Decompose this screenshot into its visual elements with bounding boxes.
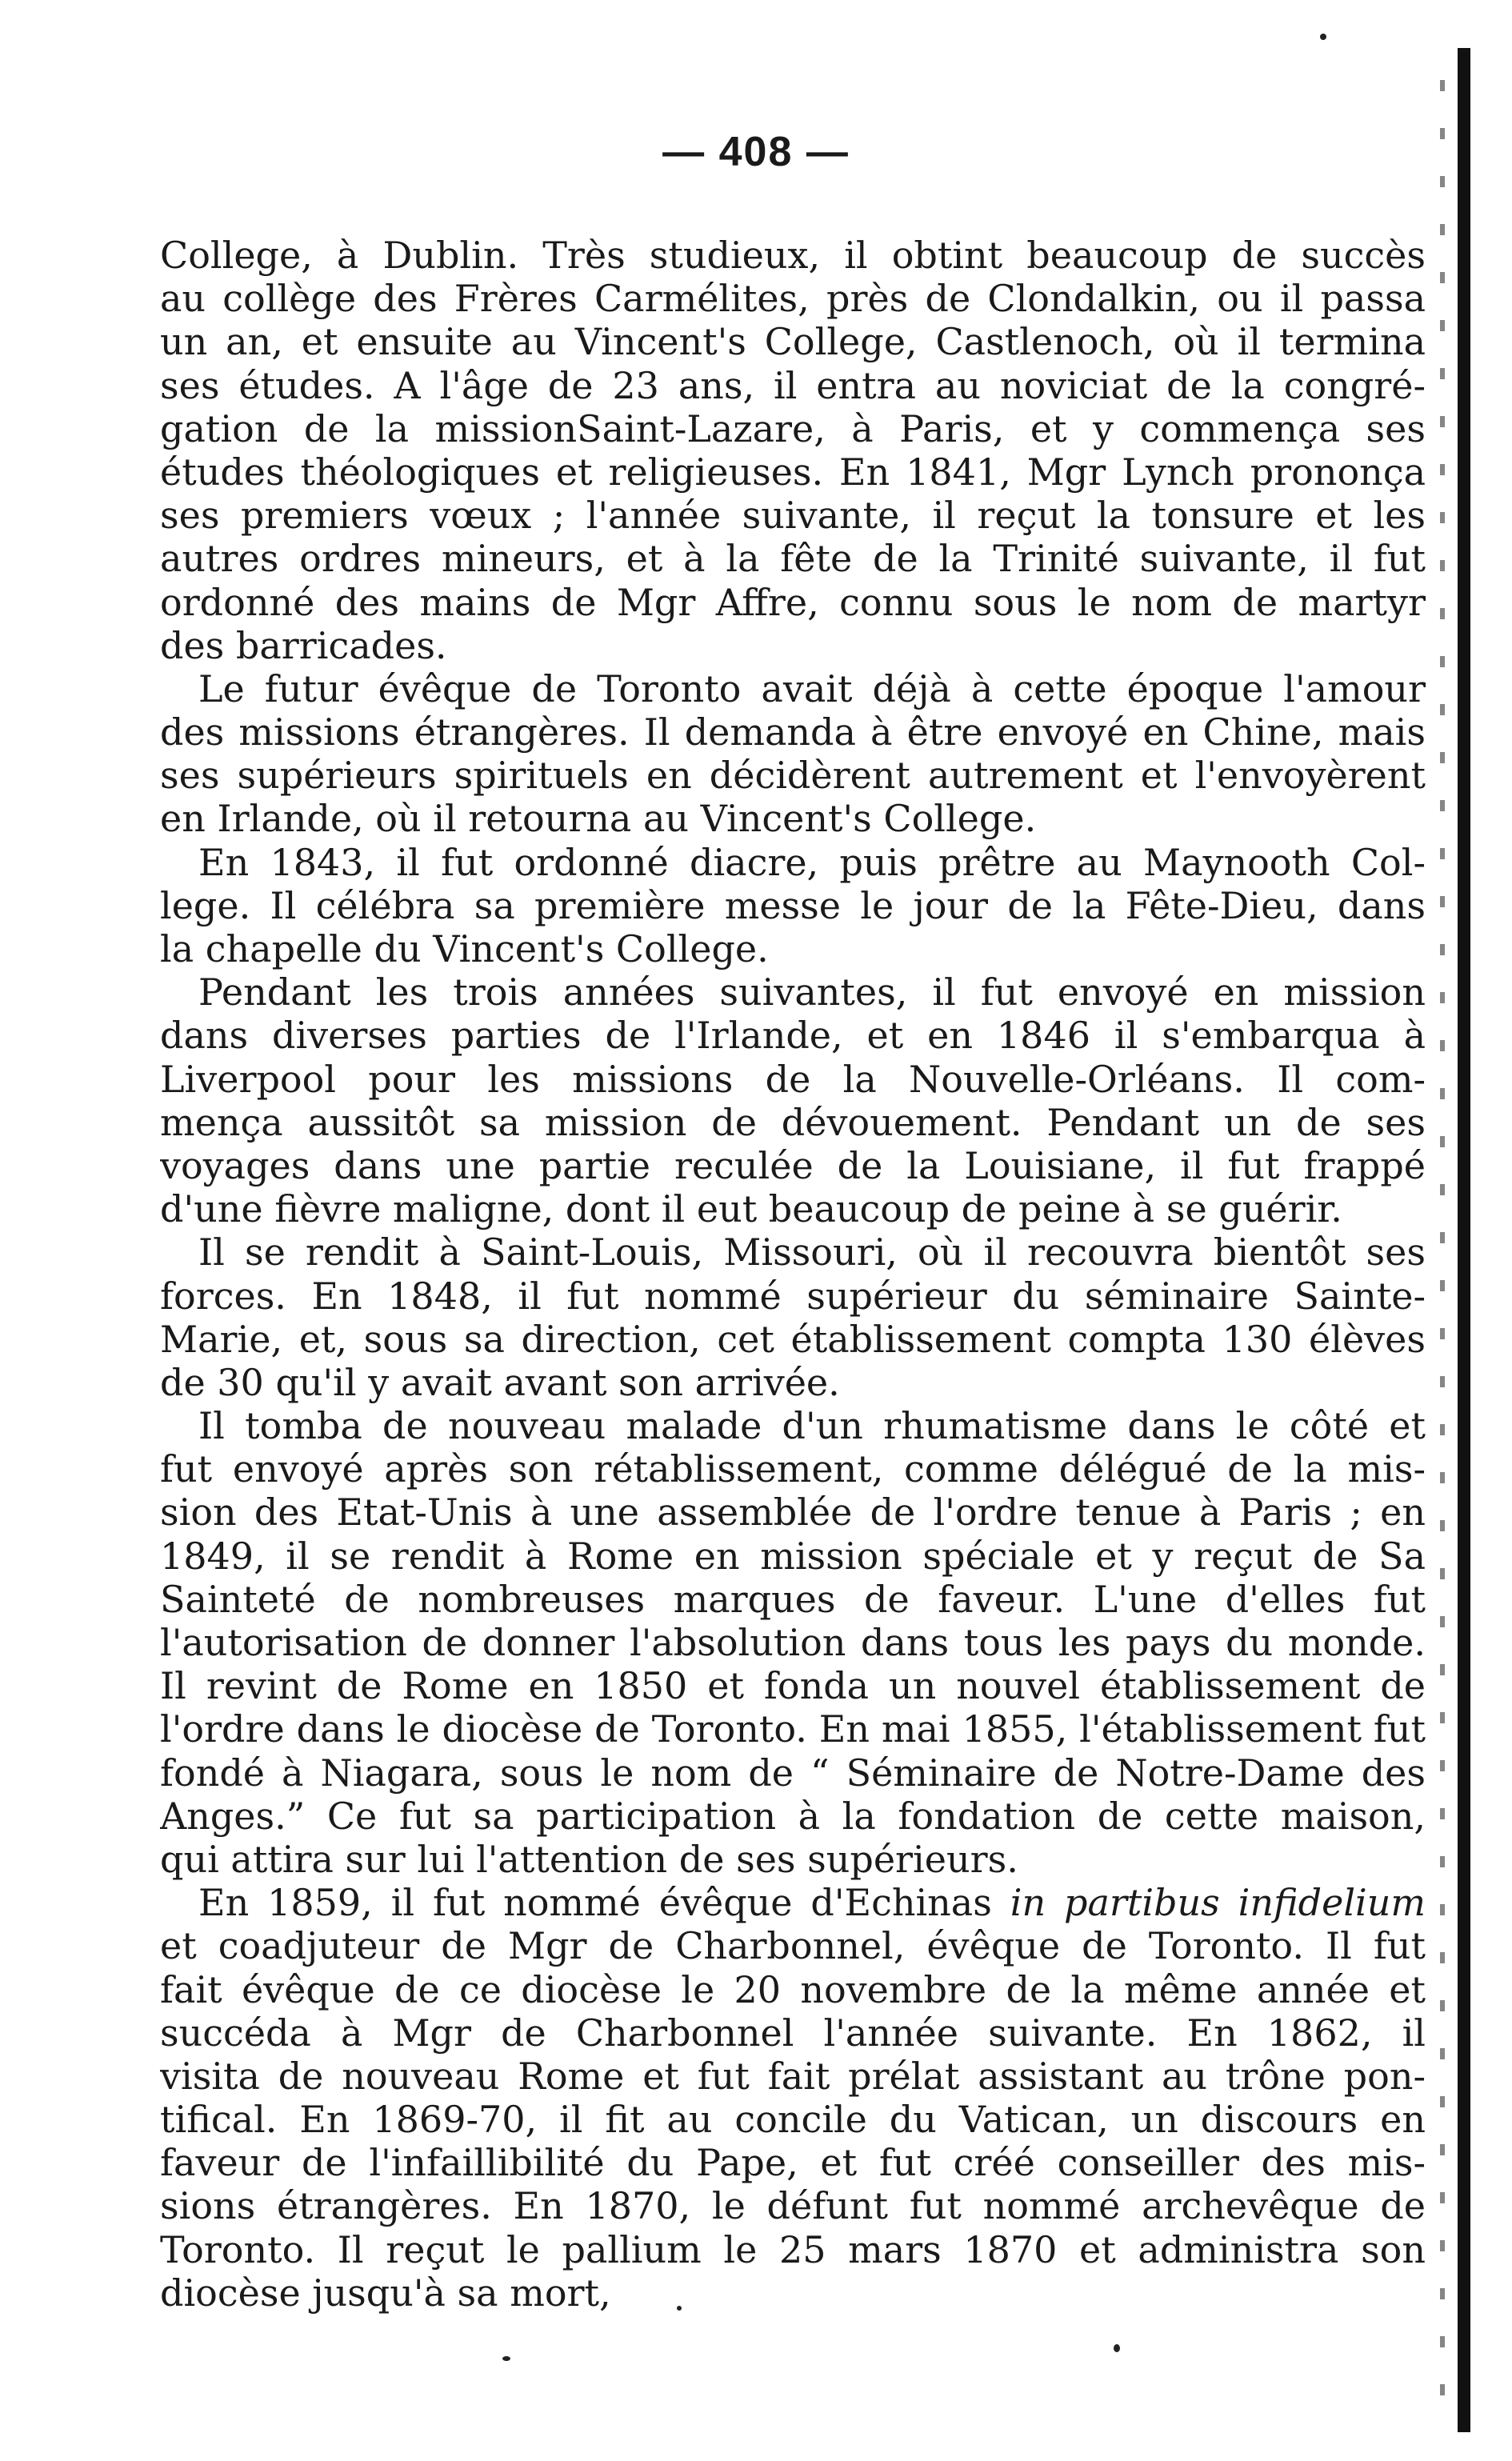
text-line bbox=[160, 624, 1426, 667]
text-line-content: des missions étrangères. Il demanda à être envoyé en Chine, mais bbox=[160, 710, 1426, 754]
text-line bbox=[160, 234, 1426, 277]
text-line-content: l'autorisation de donner l'absolution dans tous les pays du monde. bbox=[160, 1621, 1426, 1664]
text-line bbox=[160, 1101, 1426, 1144]
text-line bbox=[160, 1924, 1426, 1967]
text-line bbox=[160, 1318, 1426, 1361]
text-line bbox=[160, 407, 1426, 450]
text-line-content: faveur de l'infaillibilité du Pape, et fut créé conseiller des mis- bbox=[160, 2141, 1426, 2185]
text-line-content: College, à Dublin. Très studieux, il obtint beaucoup de succès bbox=[160, 234, 1426, 277]
text-line-content: Il tomba de nouveau malade d'un rhumatisme dans le côté et bbox=[198, 1404, 1426, 1448]
text-line bbox=[160, 1187, 1426, 1230]
print-speck bbox=[502, 2356, 510, 2361]
text-line-content: d'une fièvre maligne, dont il eut beaucoup de peine à se guérir. bbox=[160, 1187, 1342, 1231]
text-line bbox=[160, 1621, 1426, 1664]
text-line bbox=[160, 1447, 1426, 1491]
text-line bbox=[160, 1968, 1426, 2011]
text-line-content: En 1859, il fut nommé évêque d'Echinas bbox=[198, 1881, 992, 1925]
text-line bbox=[160, 1275, 1426, 1318]
body-text bbox=[160, 234, 1426, 2315]
text-line-content: Pendant les trois années suivantes, il fut envoyé en mission bbox=[198, 970, 1426, 1014]
text-line bbox=[160, 1707, 1426, 1751]
text-line bbox=[160, 2228, 1426, 2271]
print-speck bbox=[1114, 2344, 1120, 2352]
text-line bbox=[160, 1795, 1426, 1838]
text-line bbox=[160, 1751, 1426, 1795]
text-line-content: diocèse jusqu'à sa mort, bbox=[160, 2271, 611, 2315]
page-edge-shadow bbox=[1458, 48, 1470, 2432]
text-line-content: gation de la missionSaint-Lazare, à Paris, et y commença ses bbox=[160, 406, 1426, 450]
text-line bbox=[160, 2011, 1426, 2055]
text-line-content: Anges.” Ce fut sa participation à la fondation de cette maison, bbox=[160, 1794, 1426, 1838]
text-line-content: sions étrangères. En 1870, le défunt fut nommé archevêque de bbox=[160, 2184, 1426, 2228]
text-line-content: Marie, et, sous sa direction, cet établissement compta 130 élèves bbox=[160, 1317, 1426, 1361]
text-line bbox=[160, 797, 1426, 840]
text-line-content: Sainteté de nombreuses marques de faveur. L'une d'elles fut bbox=[160, 1577, 1426, 1621]
text-line bbox=[160, 581, 1426, 624]
text-line-content: la chapelle du Vincent's College. bbox=[160, 927, 769, 970]
text-line-content: fondé à Niagara, sous le nom de “ Séminaire de Notre-Dame des bbox=[160, 1751, 1426, 1795]
text-line-content: ses supérieurs spirituels en décidèrent autrement et l'envoyèrent bbox=[160, 754, 1426, 798]
text-line bbox=[160, 1491, 1426, 1534]
text-line bbox=[160, 450, 1426, 494]
print-speck bbox=[1320, 34, 1326, 40]
text-line bbox=[160, 884, 1426, 927]
page-number: — 408 — bbox=[662, 129, 850, 175]
italic-phrase: in partibus infidelium bbox=[1010, 1881, 1426, 1925]
text-line-content: succéda à Mgr de Charbonnel l'année suivante. En 1862, il bbox=[160, 2011, 1426, 2055]
text-line bbox=[160, 320, 1426, 363]
text-line bbox=[160, 277, 1426, 320]
text-line bbox=[160, 1664, 1426, 1707]
text-line-content: En 1843, il fut ordonné diacre, puis prêtre au Maynooth Col- bbox=[198, 840, 1426, 884]
text-line bbox=[160, 927, 1426, 970]
text-line-content: forces. En 1848, il fut nommé supérieur du séminaire Sainte- bbox=[160, 1274, 1426, 1318]
text-line-content: ses premiers vœux ; l'année suivante, il reçut la tonsure et les bbox=[160, 494, 1426, 538]
text-line-content: Il se rendit à Saint-Louis, Missouri, où il recouvra bientôt ses bbox=[198, 1230, 1426, 1275]
text-line-content: fut envoyé après son rétablissement, comme délégué de la mis- bbox=[160, 1447, 1426, 1491]
text-line-content: lege. Il célébra sa première messe le jour de la Fête-Dieu, dans bbox=[160, 883, 1426, 927]
text-line-content: études théologiques et religieuses. En 1841, Mgr Lynch prononça bbox=[160, 450, 1426, 494]
text-line bbox=[160, 1535, 1426, 1578]
text-line bbox=[160, 1578, 1426, 1621]
text-line-content: en Irlande, où il retourna au Vincent's College. bbox=[160, 797, 1037, 841]
text-line bbox=[160, 1881, 1426, 1924]
text-line bbox=[160, 364, 1426, 407]
text-line-content: des barricades. bbox=[160, 623, 447, 667]
text-line bbox=[160, 537, 1426, 580]
text-line bbox=[160, 1838, 1426, 1881]
text-line-content: autres ordres mineurs, et à la fête de la Trinité suivante, il fut bbox=[160, 537, 1426, 581]
text-line-content: Liverpool pour les missions de la Nouvelle-Orléans. Il com- bbox=[160, 1057, 1426, 1101]
text-line-content: dans diverses parties de l'Irlande, et en 1846 il s'embarqua à bbox=[160, 1014, 1426, 1058]
page-edge-marks bbox=[1440, 80, 1445, 2400]
text-line-content: Le futur évêque de Toronto avait déjà à cette époque l'amour bbox=[198, 666, 1426, 710]
text-line-content: 1849, il se rendit à Rome en mission spéciale et y reçut de Sa bbox=[160, 1534, 1426, 1578]
text-line bbox=[160, 754, 1426, 797]
text-line-content: ordonné des mains de Mgr Affre, connu sous le nom de martyr bbox=[160, 580, 1426, 624]
text-line-content: voyages dans une partie reculée de la Louisiane, il fut frappé bbox=[160, 1143, 1426, 1187]
text-line-content: sion des Etat-Unis à une assemblée de l'ordre tenue à Paris ; en bbox=[160, 1491, 1426, 1535]
text-line-content: ses études. A l'âge de 23 ans, il entra au noviciat de la congré- bbox=[160, 363, 1426, 407]
text-line-content: au collège des Frères Carmélites, près de Clondalkin, ou il passa bbox=[160, 277, 1426, 321]
text-line bbox=[160, 667, 1426, 710]
print-speck bbox=[677, 2306, 682, 2311]
text-line bbox=[160, 2184, 1426, 2227]
text-line bbox=[160, 1361, 1426, 1404]
text-line-content: fait évêque de ce diocèse le 20 novembre de la même année et bbox=[160, 1967, 1426, 2011]
text-line bbox=[160, 1404, 1426, 1447]
text-line-content: Il revint de Rome en 1850 et fonda un nouvel établissement de bbox=[160, 1664, 1426, 1708]
text-line bbox=[160, 1230, 1426, 1274]
text-line bbox=[160, 1058, 1426, 1101]
text-line bbox=[160, 2141, 1426, 2184]
text-line-content: qui attira sur lui l'attention de ses supérieurs. bbox=[160, 1837, 1018, 1881]
text-line-content: mença aussitôt sa mission de dévouement. Pendant un de ses bbox=[160, 1100, 1426, 1144]
text-line-content: tifical. En 1869-70, il fit au concile du Vatican, un discours en bbox=[160, 2098, 1426, 2142]
text-line-content: de 30 qu'il y avait avant son arrivée. bbox=[160, 1360, 840, 1404]
text-line bbox=[160, 1014, 1426, 1057]
text-line-content: visita de nouveau Rome et fut fait prélat assistant au trône pon- bbox=[160, 2054, 1426, 2098]
text-line bbox=[160, 1144, 1426, 1187]
text-line-content: l'ordre dans le diocèse de Toronto. En mai 1855, l'établissement fut bbox=[160, 1707, 1426, 1751]
text-line bbox=[160, 494, 1426, 537]
text-line bbox=[160, 970, 1426, 1014]
text-line-content: un an, et ensuite au Vincent's College, Castlenoch, où il termina bbox=[160, 320, 1426, 364]
text-line-content: et coadjuteur de Mgr de Charbonnel, évêque de Toronto. Il fut bbox=[160, 1924, 1426, 1968]
text-line bbox=[160, 2271, 1426, 2315]
text-line-content: Toronto. Il reçut le pallium le 25 mars 1870 et administra son bbox=[160, 2227, 1426, 2271]
text-line bbox=[160, 710, 1426, 754]
text-line bbox=[160, 841, 1426, 884]
text-line bbox=[160, 2055, 1426, 2098]
text-line bbox=[160, 2098, 1426, 2141]
